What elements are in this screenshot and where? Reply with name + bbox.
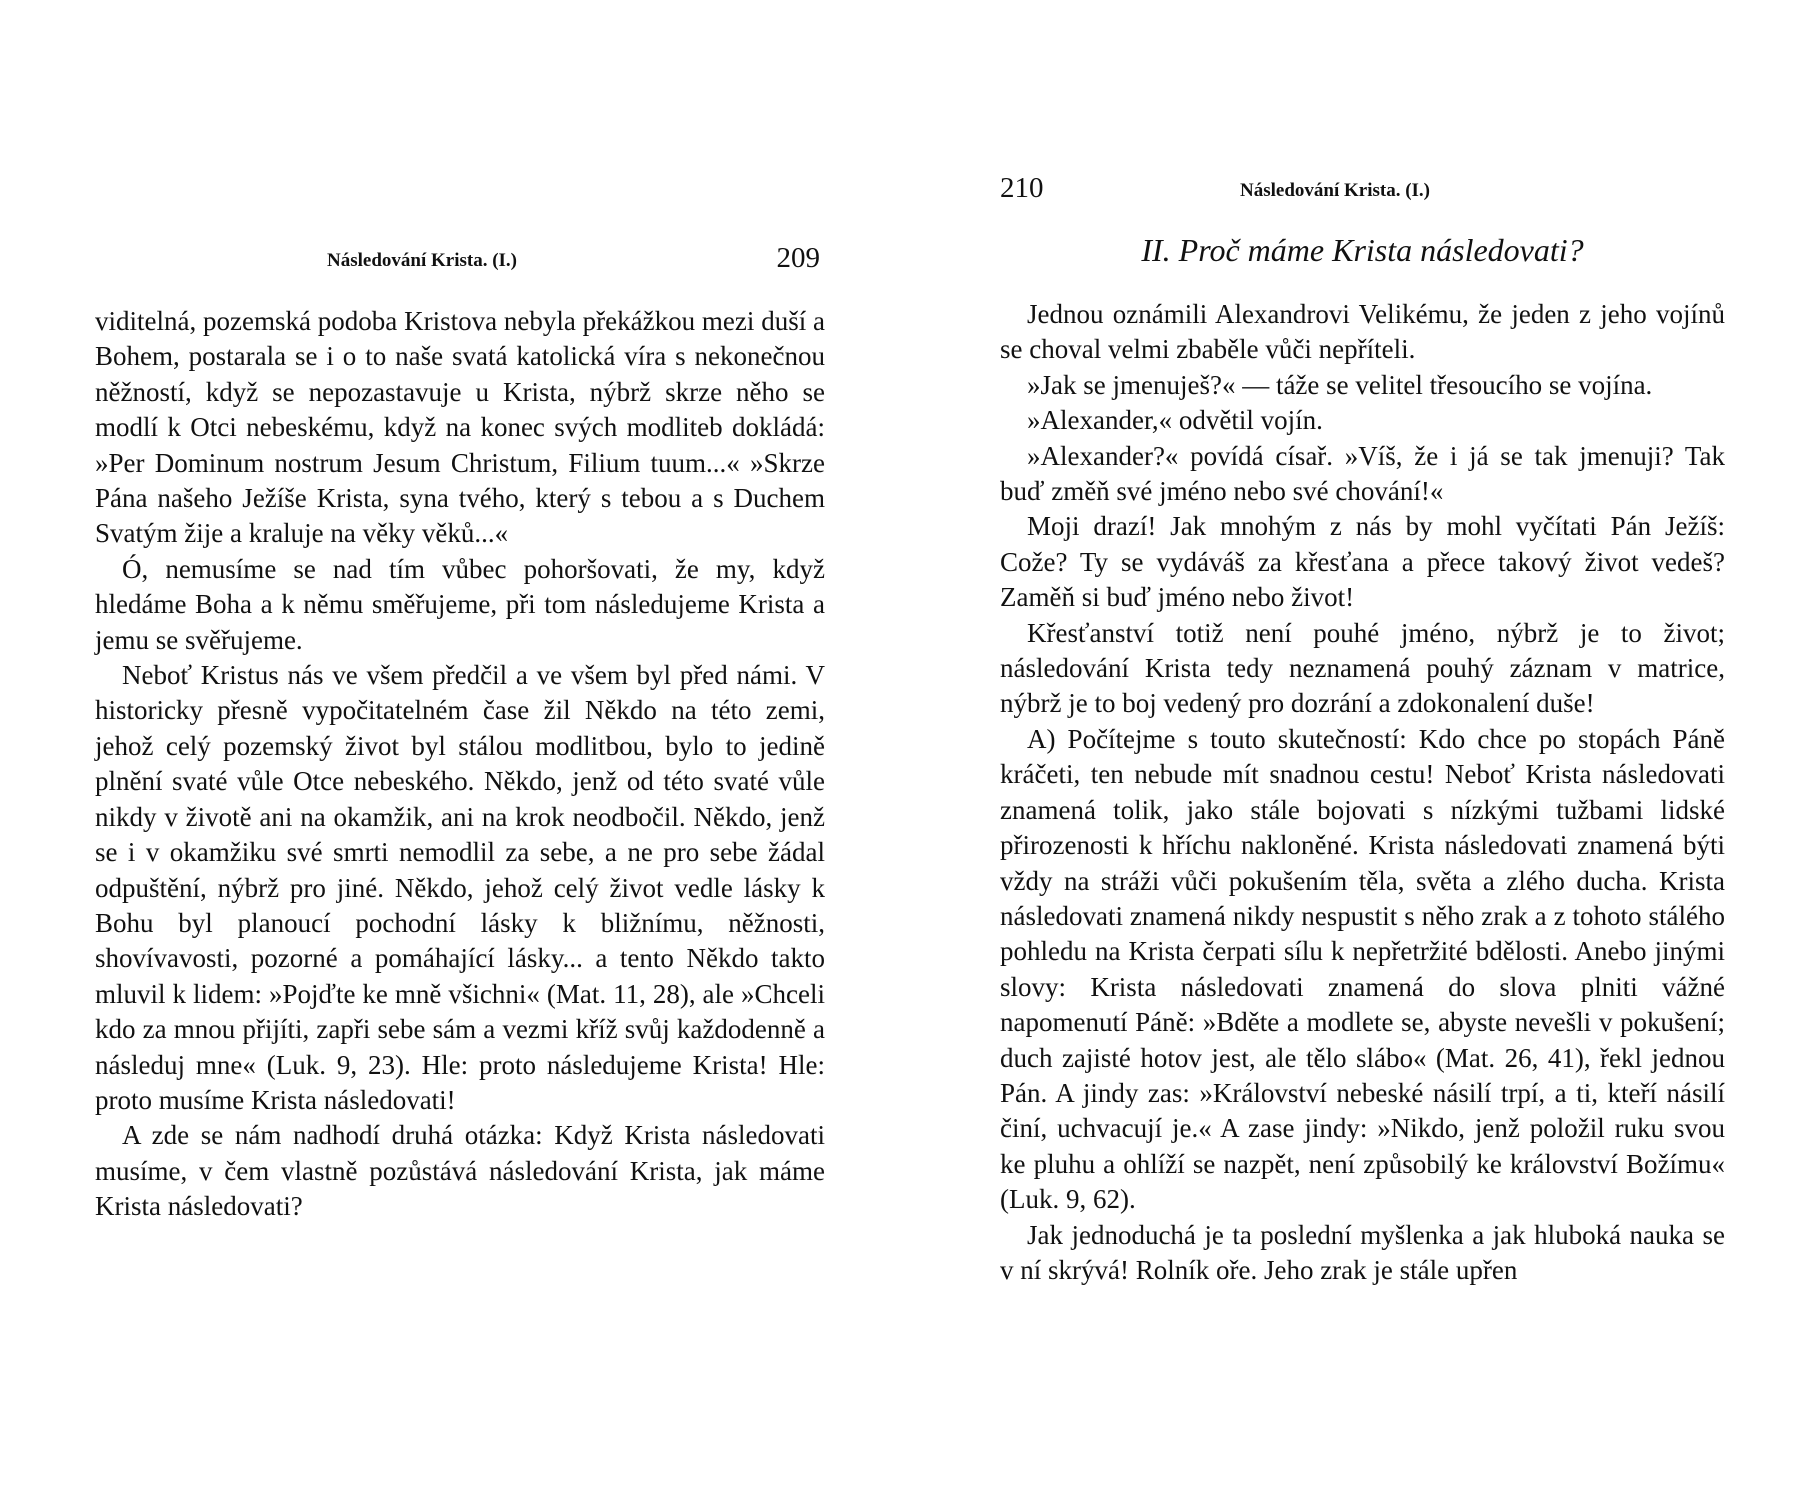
paragraph: Jak jednoduchá je ta poslední myšlenka a jak hluboká nauka se v ní skrývá! Rolník oře. Jeho zrak je stále upřen — [1000, 1219, 1725, 1285]
paragraph: A zde se nám nadhodí druhá otázka: Když Krista následovati musíme, v čem vlastně pozůstává následování Krista, jak máme Krista následovati? — [95, 1120, 825, 1222]
running-title: Následování Krista. (I.) — [1240, 180, 1430, 201]
body-text — [1000, 297, 1725, 1288]
paragraph: A) Počítejme s touto skutečností: Kdo chce po stopách Páně kráčeti, ten nebude mít snadnou cestu! Neboť Krista následovati znamená tolik, jako stále bojovati s nízkými tužbami lidské přirozenosti k hříchu nakloněné. Krista následovati znamená býti vždy na stráži vůči pokušením těla, světa a zlého ducha. Krista následovati znamená nikdy nespustit s něho zrak a z tohoto stálého pohledu na Krista čerpati sílu k nepřetržité bdělosti. Anebo jinými slovy: Krista následovati znamená do slova plniti vážné napomenutí Páně: »Bděte a modlete se, abyste nevešli v pokušení; duch zajisté hotov jest, ale tělo slábo« (Mat. 26, 41), řekl jednou Pán. A jindy zas: »Království nebeské násilí trpí, a ti, kteří násilí činí, uchvacují je.« A zase jindy: »Nikdo, jenž položil ruku svou ke pluhu a ohlíží se nazpět, není způsobilý ke království Božímu« (Luk. 9, 62). — [1000, 723, 1725, 1215]
paragraph: Moji drazí! Jak mnohým z nás by mohl vyčítati Pán Ježíš: Cože? Ty se vydáváš za křesťana a přece takový život vedeš? Zaměň si buď jméno nebo život! — [1000, 511, 1725, 613]
paragraph: Neboť Kristus nás ve všem předčil a ve všem byl před námi. V historicky přesně vypočitatelném čase žil Někdo na této zemi, jehož celý pozemský život byl stálou modlitbou, bylo to jedině plnění svaté vůle Otce nebeského. Někdo, jenž od této svaté vůle nikdy v životě ani na okamžik, ani na krok neodbočil. Někdo, jenž se i v okamžiku své smrti nemodlil za sebe, a ne pro sebe žádal odpuštění, nýbrž pro jiné. Někdo, jehož celý život vedle lásky k Bohu byl planoucí pochodní lásky k bližnímu, něžnosti, shovívavosti, pozorné a pomáhající lásky... a tento Někdo takto mluvil k lidem: »Pojďte ke mně všichni« (Mat. 11, 28), ale »Chceli kdo za mnou přijíti, zapři sebe sám a vezmi kříž svůj každodenně a následuj mne« (Luk. 9, 23). Hle: proto následujeme Krista! Hle: proto musíme Krista následovati! — [95, 660, 825, 1115]
page-number: 209 — [776, 242, 820, 274]
right-page — [1000, 160, 1725, 1288]
paragraph: »Jak se jmenuješ?« — táže se velitel třesoucího se vojína. — [1027, 369, 1653, 400]
page-header — [1000, 160, 1725, 210]
left-page — [95, 230, 825, 1225]
page-number: 210 — [1000, 172, 1044, 204]
paragraph: »Alexander?« povídá císař. »Víš, že i já se tak jmenuji? Tak buď změň své jméno nebo své chování!« — [1000, 440, 1725, 507]
paragraph: Křesťanství totiž není pouhé jméno, nýbrž je to život; následování Krista tedy neznamená pouhý záznam v matrice, nýbrž je to boj vedený pro dozrání a zdokonalení duše! — [1000, 617, 1725, 719]
running-title: Následování Krista. (I.) — [327, 250, 517, 271]
paragraph: Ó, nemusíme se nad tím vůbec pohoršovati, že my, když hledáme Boha a k němu směřujeme, při tom následujeme Krista a jemu se svěřujeme. — [95, 553, 825, 655]
page-header — [95, 230, 825, 280]
paragraph: viditelná, pozemská podoba Kristova nebyla překážkou mezi duší a Bohem, postarala se i o to naše svatá katolická víra s nekonečnou něžností, když se nepozastavuje u Krista, nýbrž skrze něho se modlí k Otci nebeskému, když na konec svých modliteb dokládá: »Per Dominum nostrum Jesum Christum, Filium tuum...« »Skrze Pána našeho Ježíše Krista, syna tvého, který s tebou a s Duchem Svatým žije a kraluje na věky věků...« — [95, 306, 825, 549]
paragraph: »Alexander,« odvětil vojín. — [1027, 405, 1323, 436]
body-text — [95, 304, 825, 1225]
paragraph: Jednou oznámili Alexandrovi Velikému, že jeden z jeho vojínů se choval velmi zbaběle vůči nepříteli. — [1000, 299, 1725, 365]
section-heading: II. Proč máme Krista následovati? — [1141, 232, 1584, 268]
